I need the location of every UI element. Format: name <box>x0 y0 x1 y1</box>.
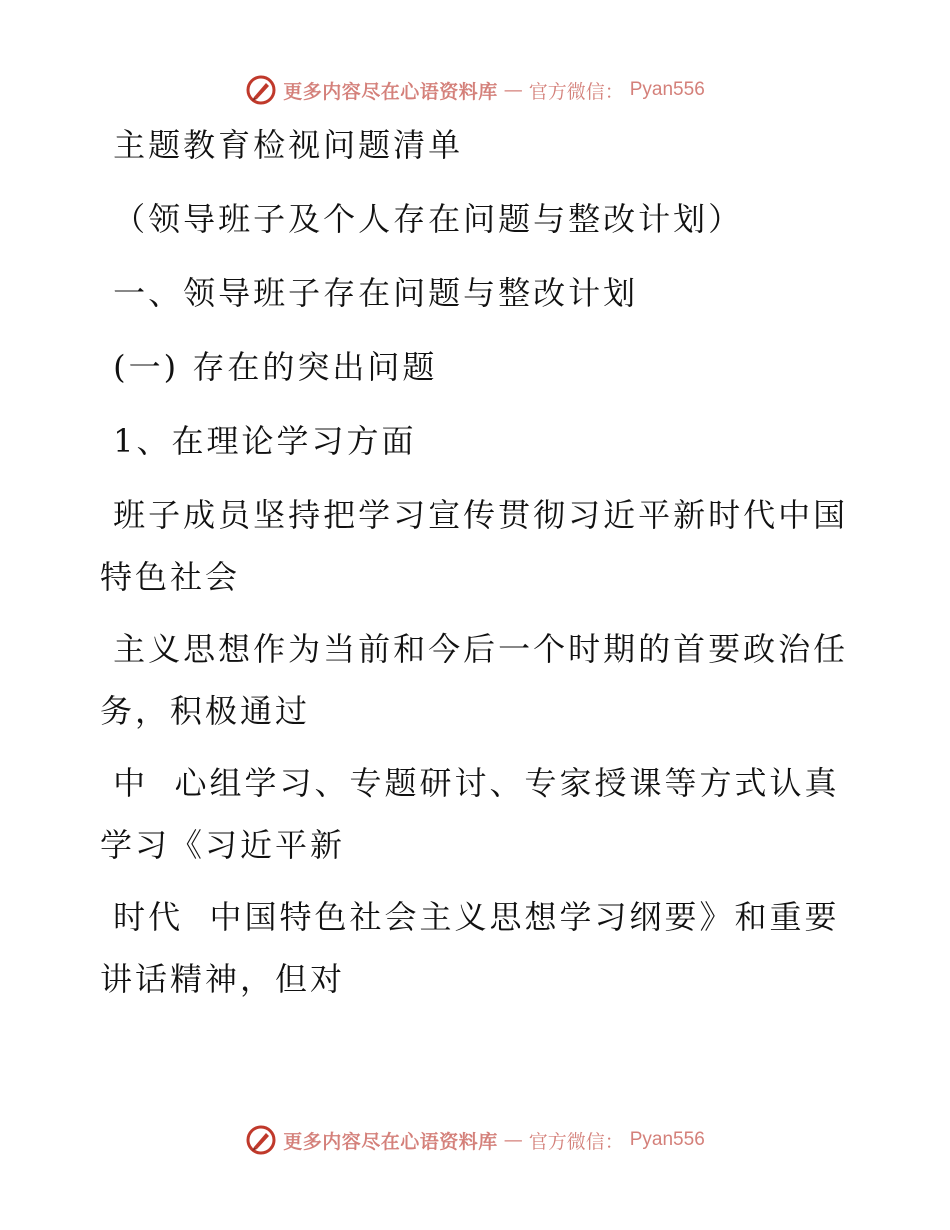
watermark-main-text: 更多内容尽在心语资料库 <box>283 1130 498 1153</box>
watermark-header <box>0 70 950 110</box>
body-paragraph: 班子成员坚持把学习宣传贯彻习近平新时代中国特色社会 <box>100 496 849 596</box>
watermark-id: Pyan556 <box>629 1129 705 1150</box>
item-heading-1: 1、在理论学习方面 <box>100 422 417 460</box>
pen-logo-icon <box>245 74 277 106</box>
pen-logo-icon <box>245 1124 277 1156</box>
body-paragraph: 主义思想作为当前和今后一个时期的首要政治任务，积极通过 <box>100 630 849 730</box>
watermark-footer <box>0 1120 950 1160</box>
section-heading-1: 一、领导班子存在问题与整改计划 <box>100 274 639 312</box>
document-title: 主题教育检视问题清单 <box>100 126 464 164</box>
body-paragraph: 中 心组学习、专题研讨、专家授课等方式认真学习《习近平新 <box>100 764 840 864</box>
watermark-dash: — <box>503 1129 523 1151</box>
watermark-label: 官方微信： <box>528 80 624 103</box>
document-subtitle: （领导班子及个人存在问题与整改计划） <box>100 200 744 238</box>
watermark-id: Pyan556 <box>629 79 705 100</box>
body-paragraph: 时代 中国特色社会主义思想学习纲要》和重要讲话精神，但对 <box>100 898 840 998</box>
subsection-heading-1: (一) 存在的突出问题 <box>100 348 438 386</box>
watermark-dash: — <box>503 79 523 101</box>
watermark-label: 官方微信： <box>528 1130 624 1153</box>
watermark-main-text: 更多内容尽在心语资料库 <box>283 80 498 103</box>
